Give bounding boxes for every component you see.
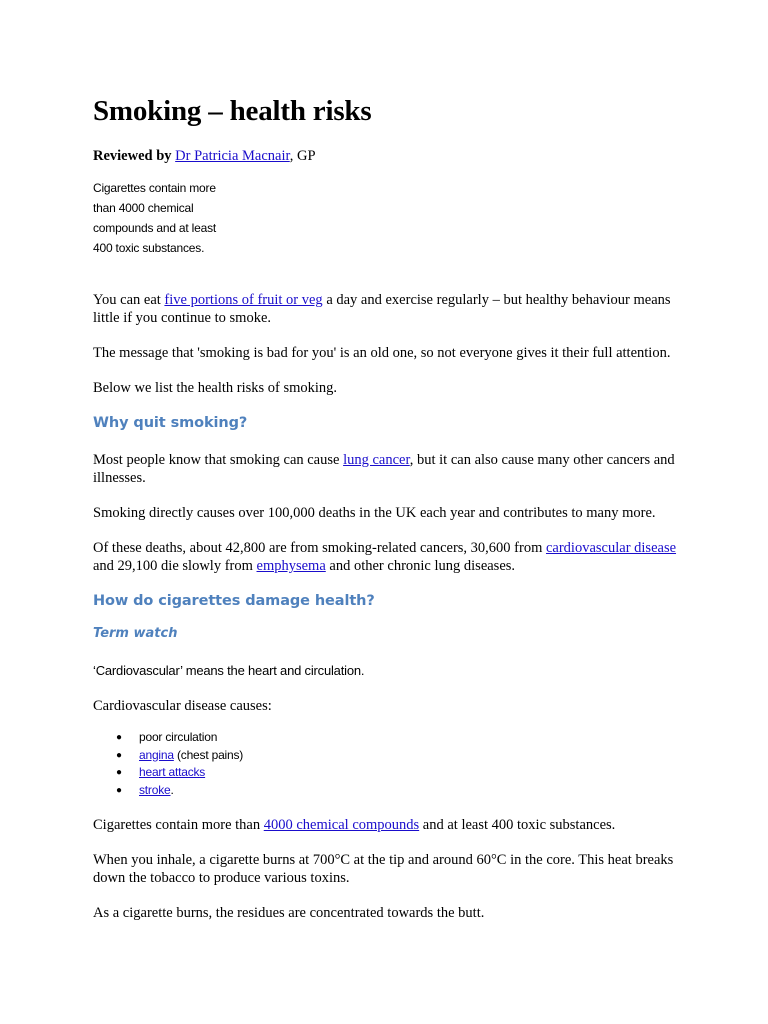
message-paragraph: The message that 'smoking is bad for you' is an old one, so not everyone gives it their full attention. <box>93 345 671 361</box>
intro-paragraph <box>93 291 678 327</box>
pullquote-line: compounds and at least <box>93 221 217 235</box>
lung-cancer-paragraph <box>93 451 678 487</box>
paragraph-text: Most people know that smoking can cause <box>93 452 344 468</box>
deaths-breakdown-paragraph <box>93 539 678 575</box>
reviewed-by-line <box>93 146 678 166</box>
causes-intro: Cardiovascular disease causes: <box>93 698 272 714</box>
pullquote-line: 400 toxic substances. <box>93 241 205 255</box>
term-watch-heading: Term watch <box>93 626 178 641</box>
section-heading-damage: How do cigarettes damage health? <box>93 593 375 609</box>
bullet-icon: ● <box>116 732 122 743</box>
list-item <box>116 764 678 782</box>
list-item <box>116 782 678 800</box>
list-item-text: poor circulation <box>139 730 218 744</box>
author-suffix: , GP <box>289 148 316 164</box>
paragraph-text-end: and other chronic lung diseases. <box>325 558 516 574</box>
bullet-icon: ● <box>116 784 122 796</box>
reviewed-by-label: Reviewed by <box>93 148 172 164</box>
list-item <box>116 747 678 765</box>
inhale-paragraph: When you inhale, a cigarette burns at 700°C at the tip and around 60°C in the core. This heat breaks down the tobacco to produce various toxins. <box>93 852 674 886</box>
causes-list <box>93 729 678 799</box>
deaths-paragraph: Smoking directly causes over 100,000 deaths in the UK each year and contributes to many more. <box>93 505 656 521</box>
page-title: Smoking – health risks <box>93 95 372 127</box>
cardiovascular-disease-link[interactable]: cardiovascular disease <box>545 540 677 556</box>
chemical-compounds-link[interactable]: 4000 chemical compounds <box>263 817 420 833</box>
list-item-text: . <box>170 782 174 797</box>
angina-link[interactable]: angina <box>139 747 174 762</box>
intro-text-end: a day and exercise regularly – but healthy behaviour means little if you continue to smoke. <box>93 292 671 326</box>
stroke-link[interactable]: stroke <box>139 782 171 797</box>
intro-text: You can eat <box>93 292 165 308</box>
paragraph-text-end: and at least 400 toxic substances. <box>419 817 616 833</box>
author-link[interactable]: Dr Patricia Macnair <box>175 148 290 164</box>
fruit-veg-link[interactable]: five portions of fruit or veg <box>164 292 323 308</box>
list-item-text: (chest pains) <box>173 747 244 762</box>
article <box>93 92 678 922</box>
heart-attacks-link[interactable]: heart attacks <box>139 765 206 779</box>
bullet-icon: ● <box>116 749 122 761</box>
term-definition: ‘Cardiovascular’ means the heart and circulation. <box>93 663 365 678</box>
paragraph-text-end: , but it can also cause many other cancers and illnesses. <box>93 452 675 486</box>
pullquote-line: than 4000 chemical <box>93 201 194 215</box>
paragraph-text-mid: and 29,100 die slowly from <box>93 558 257 574</box>
section-heading-why-quit: Why quit smoking? <box>93 415 248 431</box>
paragraph-text: Cigarettes contain more than <box>93 817 264 833</box>
below-paragraph: Below we list the health risks of smoking. <box>93 380 338 396</box>
bullet-icon: ● <box>116 767 122 778</box>
butt-paragraph: As a cigarette burns, the residues are concentrated towards the butt. <box>93 905 485 921</box>
pullquote-line: Cigarettes contain more <box>93 181 216 195</box>
emphysema-link[interactable]: emphysema <box>256 558 326 574</box>
pullquote <box>93 178 253 258</box>
lung-cancer-link[interactable]: lung cancer <box>343 452 410 468</box>
list-item <box>116 729 678 747</box>
paragraph-text: Of these deaths, about 42,800 are from smoking-related cancers, 30,600 from <box>93 540 546 556</box>
compounds-paragraph <box>93 816 678 834</box>
